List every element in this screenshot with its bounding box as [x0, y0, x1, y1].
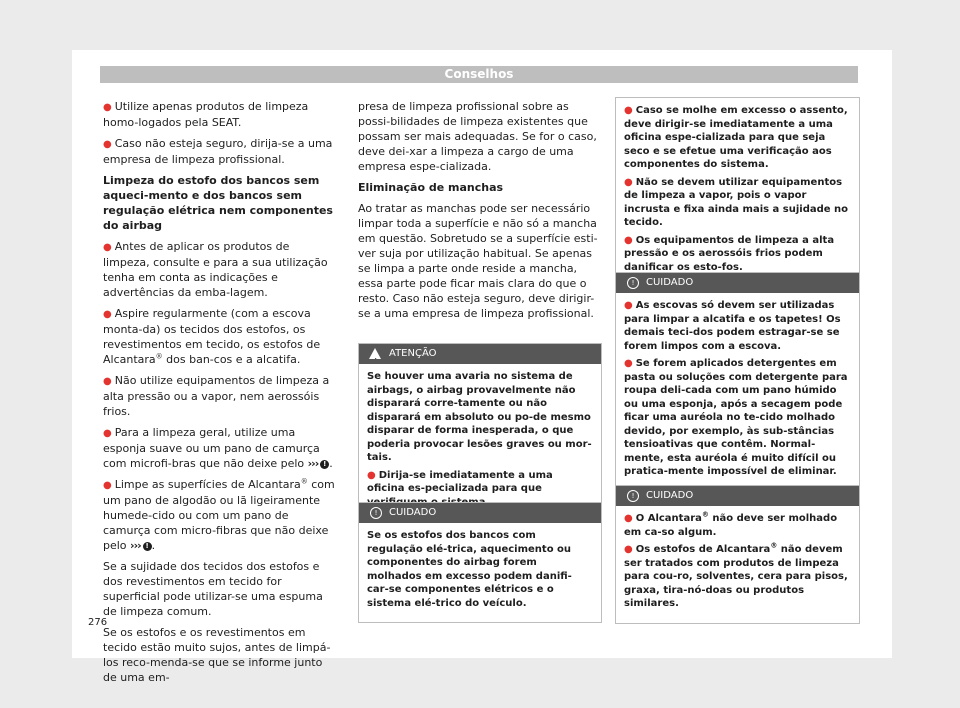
cross-reference-arrow[interactable]: ›››: [307, 457, 319, 470]
caution-header: ! CUIDADO: [616, 486, 859, 506]
caution-box: [615, 485, 860, 624]
subheading: Eliminação de manchas: [358, 181, 504, 194]
bullet-item: ● Utilize apenas produtos de limpeza homo-logados pela SEAT.: [103, 100, 309, 129]
bullet-icon: ●: [624, 358, 633, 369]
info-circle-icon: !: [370, 507, 382, 519]
bullet-icon: ●: [103, 139, 112, 150]
column-1: [103, 99, 339, 691]
caution-continued-box: [615, 97, 860, 287]
info-icon: !: [320, 460, 329, 469]
bullet-item: ● Antes de aplicar os produtos de limpeza, consulte e para a sua utilização tenha em conta as indicações e advertências da emba-lagem.: [103, 240, 328, 299]
bullet-item: ● Para a limpeza geral, utilize uma esponja suave ou um pano de camurça com microfi-bras que não deixe pelo ››› ! .: [103, 426, 333, 470]
bullet-item: ● Dirija-se imediatamente a uma oficina es-pecializada para que: [367, 469, 553, 494]
info-circle-icon: !: [627, 490, 639, 502]
caution-continued-body: [616, 98, 859, 286]
bullet-icon: ●: [103, 102, 112, 113]
bullet-item: ● Caso se molhe em excesso o assento, deve dirigir-se imediatamente a uma oficina espe-cializada para que seja seco e se efetue uma verificação aos componentes do sistema.: [624, 105, 848, 170]
warning-body: Se houver uma avaria no sistema de airbags, o airbag provavelmente não disparará corre-tamente ou não disparará em absoluto ou po-de mesmo disparar de forma inesperada, o que poderia provocar lesões graves ou mor-tais. ● Dirija-se imediatamente a uma oficina es-pecializada para que: [359, 364, 601, 521]
page-number: 276: [88, 617, 108, 628]
bullet-icon: ●: [624, 234, 633, 246]
paragraph: Se a sujidade dos tecidos dos estofos e dos revestimentos em tecido for superficial pode utilizar-se uma espuma de limpeza comum.: [103, 560, 323, 618]
caution-header: ! CUIDADO: [616, 273, 859, 293]
bullet-item: ● Se forem aplicados detergentes em pasta ou soluções com detergente para roupa deli-cada com um pano húmido ou uma esponja, após a secagem pode ficar uma auréola no te-cido molhado devido, por exemplo, às sub-stâncias tensioativas que contêm. Normal-mente, esta auréola é muito difícil ou pratica-mente impossível de eliminar.: [624, 358, 848, 477]
paragraph: presa de limpeza profissional sobre as possi-bilidades de limpeza existentes que possam ser mais adequadas. Se for o caso, deve dei-xar a limpeza a cargo de uma empresa espe-cializada.: [358, 100, 597, 173]
bullet-icon: ●: [624, 513, 633, 524]
info-circle-icon: !: [627, 277, 639, 289]
bullet-icon: ●: [103, 376, 112, 387]
bullet-item: ● Os estofos de Alcantara® não devem ser tratados com produtos de limpeza para cou-ro, solventes, cera para pisos, graxa, tira-nó-doas ou produtos similares.: [624, 541, 848, 609]
bullet-item: ● Aspire regularmente (com a escova monta-da) os tecidos dos estofos, os revestimentos em tecido, os estofos de Alcantara® dos ban-cos e a alcatifa.: [103, 307, 321, 366]
caution-header: ! CUIDADO: [359, 503, 601, 523]
bullet-icon: ●: [367, 469, 376, 481]
bullet-item: ● Os equipamentos de limpeza a alta pressão e os aerossóis frios podem danificar os esto-fos.: [624, 234, 835, 273]
bullet-icon: ●: [103, 242, 112, 253]
bullet-icon: ●: [624, 176, 633, 188]
column-2: [358, 99, 602, 327]
bullet-item: ● O Alcantara® não deve ser molhado em ca-so algum.: [624, 510, 838, 538]
paragraph: Se os estofos e os revestimentos em tecido estão muito sujos, antes de limpá-los reco-menda-se que se informe junto de uma em-: [103, 626, 331, 684]
info-icon: !: [143, 542, 152, 551]
caution-box: [615, 272, 860, 492]
section-header: [100, 66, 858, 83]
caution-body: Se os estofos dos bancos com regulação elé-trica, aquecimento ou componentes do airbag forem molhados em excesso podem danifi-car-se componentes elétricos e o sistema elé-trico do veículo.: [367, 530, 572, 609]
bullet-item: ● Caso não esteja seguro, dirija-se a uma empresa de limpeza profissional.: [103, 137, 333, 166]
bullet-icon: ●: [103, 309, 112, 320]
bullet-icon: ●: [103, 428, 112, 439]
paragraph: Ao tratar as manchas pode ser necessário limpar toda a superfície e não só a mancha em questão. Sobretudo se a superfície esti-ver suja por utilização habitual. Se apenas se limpa a parte onde reside a mancha, essa parte pode ficar mais clara do que o resto. Caso não esteja seguro, deve dirigir-se a uma empresa de limpeza profissional.: [358, 202, 598, 320]
bullet-icon: ●: [624, 300, 633, 311]
cross-reference-arrow[interactable]: ›››: [130, 539, 141, 552]
bullet-icon: ●: [103, 480, 112, 491]
warning-header: ! ATENÇÃO: [359, 344, 601, 364]
caution-body: [616, 506, 859, 623]
bullet-item: ● Limpe as superfícies de Alcantara® com um pano de algodão ou lã ligeiramente humede-cido ou com um pano de camurça com micro-fibras que não deixe pelo ››› ! .: [103, 477, 335, 552]
bullet-item: ● Não se devem utilizar equipamentos de limpeza a vapor, pois o vapor incrusta e fixa ainda mais a sujidade no tecido.: [624, 176, 849, 228]
bullet-item: ● Não utilize equipamentos de limpeza a alta pressão ou a vapor, nem aerossóis frios.: [103, 374, 330, 418]
bullet-icon: ●: [624, 105, 633, 116]
subheading: Limpeza do estofo dos bancos sem aqueci-mento e dos bancos sem regulação elétrica nem componentes do airbag: [103, 174, 333, 232]
section-title: Conselhos: [444, 67, 514, 81]
bullet-icon: ●: [624, 544, 633, 555]
warning-box: [358, 343, 602, 522]
caution-box: [358, 502, 602, 623]
bullet-item: ● As escovas só devem ser utilizadas para limpar a alcatifa e os tapetes! Os demais teci-dos podem estragar-se se forem limpos com a escova.: [624, 300, 841, 352]
caution-body: [616, 293, 859, 491]
